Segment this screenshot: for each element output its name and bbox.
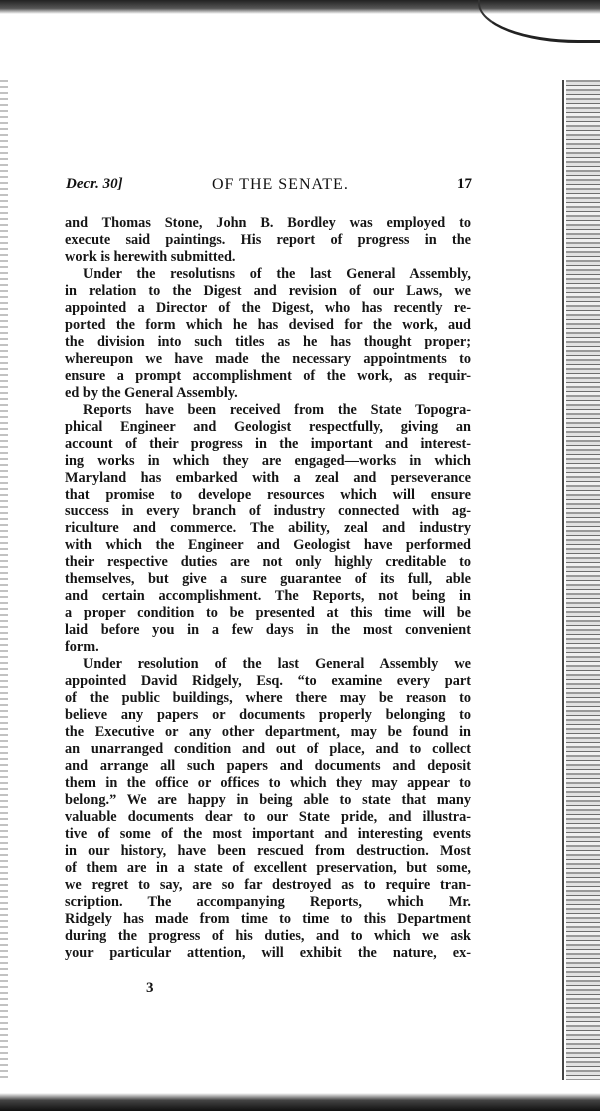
text-line: ported the form which he has devised for the work, aud — [65, 316, 471, 333]
paragraph — [65, 215, 471, 266]
text-line: a proper condition to be presented at this time will be — [65, 605, 471, 622]
header-title: OF THE SENATE. — [212, 176, 349, 193]
body-text — [65, 215, 471, 962]
scan-page-curl — [478, 0, 600, 43]
text-line: we regret to say, are so far destroyed as to require tran- — [65, 876, 471, 893]
signature-mark: 3 — [146, 980, 154, 996]
text-line: the division into such titles as he has thought proper; — [65, 333, 471, 350]
text-line: work is herewith submitted. — [65, 248, 236, 265]
text-line: laid before you in a few days in the most convenient — [65, 622, 471, 639]
text-line: their respective duties are not only highly creditable to — [65, 554, 471, 571]
text-line: and certain accomplishment. The Reports, not being in — [65, 588, 471, 605]
text-line: Under the resolutisns of the last General Assembly, — [83, 265, 471, 282]
scan-bottom-edge — [0, 1093, 600, 1111]
text-line: Reports have been received from the State Topogra- — [83, 401, 471, 418]
text-line: ing works in which they are engaged—works in which — [65, 452, 471, 469]
text-line: account of their progress in the important and interest- — [65, 435, 471, 452]
page-number: 17 — [457, 176, 472, 192]
paragraph — [65, 266, 471, 402]
text-line: and arrange all such papers and documents and deposit — [65, 758, 471, 774]
text-line: in relation to the Digest and revision of our Laws, we — [65, 282, 471, 299]
text-line: belong.” We are happy in being able to state that many — [65, 791, 471, 808]
text-line: phical Engineer and Geologist respectfully, giving an — [65, 418, 471, 435]
text-line: riculture and commerce. The ability, zeal and industry — [65, 520, 471, 537]
text-line: during the progress of his duties, and to which we ask — [65, 927, 471, 944]
text-line: that promise to develope resources which will ensure — [65, 486, 471, 503]
paragraph — [65, 402, 471, 657]
text-line: whereupon we have made the necessary appointments to — [65, 350, 471, 367]
text-line: valuable documents dear to our State pride, and illustra- — [65, 808, 471, 825]
text-line: appointed David Ridgely, Esq. “to examine every part — [65, 673, 471, 690]
text-line: tive of some of the most important and interesting events — [65, 825, 471, 842]
scan-right-edge — [566, 80, 600, 1080]
text-line: Maryland has embarked with a zeal and perseverance — [65, 469, 471, 486]
header-date: Decr. 30] — [66, 176, 123, 192]
text-line: of them are in a state of excellent preservation, but some, — [65, 859, 471, 876]
text-line: appointed a Director of the Digest, who has recently re- — [65, 299, 471, 316]
text-line: them in the office or offices to which they may appear to — [65, 774, 471, 791]
text-line: Ridgely has made from time to time to this Department — [65, 910, 471, 927]
text-line: success in every branch of industry connected with ag- — [65, 503, 471, 520]
text-line: the Executive or any other department, may be found in — [65, 724, 471, 741]
running-header — [66, 176, 472, 198]
text-line: execute said paintings. His report of progress in the — [65, 231, 471, 248]
scan-left-edge — [0, 80, 8, 1080]
text-line: Under resolution of the last General Assembly we — [83, 656, 471, 673]
text-line: themselves, but give a sure guarantee of its full, able — [65, 571, 471, 588]
text-line: in our history, have been rescued from destruction. Most — [65, 842, 471, 859]
text-line: scription. The accompanying Reports, which Mr. — [65, 893, 471, 910]
text-line: ed by the General Assembly. — [65, 384, 238, 401]
text-line: believe any papers or documents properly belonging to — [65, 707, 471, 724]
text-line: ensure a prompt accomplishment of the work, as requir- — [65, 367, 471, 384]
text-line: your particular attention, will exhibit the nature, ex- — [65, 944, 471, 961]
text-line: form. — [65, 639, 99, 656]
text-line: an unarranged condition and out of place, and to collect — [65, 741, 471, 758]
paragraph — [65, 656, 471, 961]
text-line: with which the Engineer and Geologist have performed — [65, 537, 471, 554]
scan-right-border — [562, 80, 564, 1080]
text-line: of the public buildings, where there may be reason to — [65, 690, 471, 707]
text-line: and Thomas Stone, John B. Bordley was employed to — [65, 215, 471, 231]
